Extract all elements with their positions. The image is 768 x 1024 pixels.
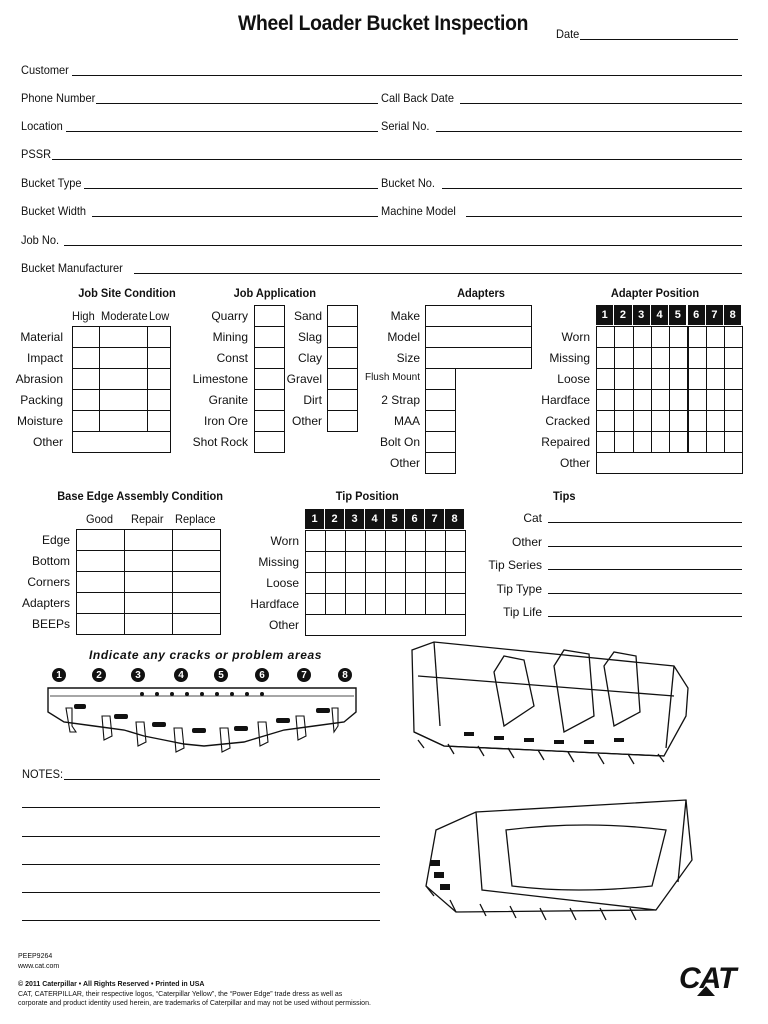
adapter-position-row-missing: Missing — [549, 351, 590, 365]
crack-area-number-5: 5 — [214, 668, 228, 682]
base-edge-col-repair: Repair — [131, 512, 164, 526]
base-edge-cell[interactable] — [124, 613, 173, 635]
base-edge-col-replace: Replace — [175, 512, 216, 526]
base-edge-cell[interactable] — [124, 571, 173, 593]
base-edge-cell[interactable] — [76, 571, 125, 593]
base-edge-cell[interactable] — [172, 571, 221, 593]
tip-position-cell[interactable] — [365, 572, 386, 594]
tip-position-row-other: Other — [268, 618, 299, 632]
adapter-position-cell[interactable] — [651, 410, 670, 432]
job-site-cell[interactable] — [147, 389, 171, 411]
adapter-bolt-on: Bolt On — [379, 435, 420, 449]
notes-line-1[interactable] — [64, 779, 380, 780]
adapter-position-cell[interactable] — [706, 410, 725, 432]
tips-input-tip-series[interactable] — [548, 569, 742, 570]
job-site-cell[interactable] — [99, 410, 148, 432]
job-app-slag: Slag — [297, 330, 322, 344]
tip-position-cell[interactable] — [425, 551, 446, 573]
tip-position-number-3: 3 — [345, 509, 365, 529]
adapter-position-row-worn: Worn — [561, 330, 590, 344]
adapter-model: Model — [387, 330, 420, 344]
adapter-position-cell[interactable] — [706, 389, 725, 411]
base-edge-row-adapters: Adapters — [21, 596, 70, 610]
field-input-bucket-width[interactable] — [92, 216, 378, 217]
adapter-position-cell[interactable] — [633, 431, 652, 453]
job-app-other: Other — [291, 414, 322, 428]
job-site-row-material: Material — [20, 330, 63, 344]
tip-position-cell[interactable] — [345, 551, 366, 573]
notes-label: NOTES: — [22, 767, 64, 781]
adapter-position-cell[interactable] — [688, 368, 707, 390]
adapter-position-cell[interactable] — [724, 431, 743, 453]
adapter-position-cell[interactable] — [706, 326, 725, 348]
tip-position-cell[interactable] — [425, 530, 446, 552]
adapter-position-cell[interactable] — [633, 389, 652, 411]
adapter-position-cell[interactable] — [706, 431, 725, 453]
job-site-row-moisture: Moisture — [16, 414, 63, 428]
cracks-header: Indicate any cracks or problem areas — [89, 648, 323, 662]
bucket-edge-diagram — [44, 682, 360, 762]
field-label-bucket-no: Bucket No. — [381, 176, 436, 190]
adapter-other: Other — [389, 456, 420, 470]
tip-position-other-input[interactable] — [305, 614, 466, 636]
adapter-position-cell[interactable] — [614, 389, 633, 411]
tips-input-tip-type[interactable] — [548, 593, 742, 594]
base-edge-cell[interactable] — [76, 550, 125, 572]
field-input-phone-number[interactable] — [96, 103, 378, 104]
job-site-cell[interactable] — [147, 347, 171, 369]
notes-line-5[interactable] — [22, 892, 380, 893]
job-site-cell[interactable] — [72, 410, 100, 432]
field-input-pssr[interactable] — [52, 159, 742, 160]
adapter-position-number-4: 4 — [651, 305, 669, 325]
base-edge-cell[interactable] — [172, 592, 221, 614]
tip-position-cell[interactable] — [305, 551, 326, 573]
adapter-position-cell[interactable] — [596, 410, 615, 432]
job-app-dirt: Dirt — [303, 393, 322, 407]
tip-position-cell[interactable] — [405, 572, 426, 594]
tip-position-header: Tip Position — [335, 489, 399, 503]
field-input-bucket-type[interactable] — [84, 188, 378, 189]
adapter-position-cell[interactable] — [724, 389, 743, 411]
tip-position-number-6: 6 — [405, 509, 425, 529]
tip-position-cell[interactable] — [405, 530, 426, 552]
tip-position-number-4: 4 — [365, 509, 385, 529]
tip-position-row-loose: Loose — [266, 576, 299, 590]
adapter-input-other[interactable] — [425, 452, 456, 474]
adapter-position-cell[interactable] — [669, 389, 688, 411]
tip-position-cell[interactable] — [305, 593, 326, 615]
job-app-sand: Sand — [293, 309, 322, 323]
tips-row-tip-life: Tip Life — [503, 605, 542, 619]
tip-position-row-missing: Missing — [258, 555, 299, 569]
base-edge-cell[interactable] — [76, 592, 125, 614]
adapter-position-cell[interactable] — [688, 389, 707, 411]
notes-line-3[interactable] — [22, 836, 380, 837]
adapter-position-cell[interactable] — [688, 347, 707, 369]
footer-legal-2: corporate and product identity used herein, are trademarks of Caterpillar and may not be used without permission. — [18, 1000, 371, 1007]
tips-row-tip-series: Tip Series — [488, 558, 542, 572]
job-app-granite: Granite — [208, 393, 248, 407]
tips-header: Tips — [552, 489, 576, 503]
adapter-position-cell[interactable] — [651, 389, 670, 411]
crack-area-number-4: 4 — [174, 668, 188, 682]
tip-position-cell[interactable] — [305, 572, 326, 594]
job-site-col-high: High — [72, 309, 95, 323]
job-site-cell[interactable] — [72, 347, 100, 369]
base-edge-header: Base Edge Assembly Condition — [57, 489, 224, 503]
notes-line-2[interactable] — [22, 807, 380, 808]
tips-row-cat: Cat — [523, 511, 542, 525]
adapter-flush-mount: Flush Mount — [364, 372, 420, 383]
adapter-position-cell[interactable] — [669, 431, 688, 453]
field-label-call-back-date: Call Back Date — [381, 91, 455, 105]
adapter-position-cell[interactable] — [614, 410, 633, 432]
adapter-position-cell[interactable] — [596, 389, 615, 411]
job-app-mining: Mining — [212, 330, 248, 344]
tip-position-cell[interactable] — [325, 572, 346, 594]
tip-position-cell[interactable] — [325, 530, 346, 552]
field-label-location: Location — [21, 119, 63, 133]
footer-legal-1: CAT, CATERPILLAR, their respective logos, “Caterpillar Yellow”, the “Power Edge” trade dress as well as — [18, 991, 343, 998]
base-edge-cell[interactable] — [172, 550, 221, 572]
adapter-position-cell[interactable] — [651, 326, 670, 348]
crack-area-number-7: 7 — [297, 668, 311, 682]
job-app-const: Const — [216, 351, 248, 365]
tip-position-cell[interactable] — [325, 593, 346, 615]
field-input-customer[interactable] — [72, 75, 742, 76]
base-edge-col-good: Good — [86, 512, 114, 526]
field-label-bucket-manufacturer: Bucket Manufacturer — [21, 261, 123, 275]
adapter-input-2-strap[interactable] — [425, 389, 456, 411]
job-site-header: Job Site Condition — [78, 286, 176, 300]
adapter-position-other-input[interactable] — [596, 452, 743, 474]
adapter-position-cell[interactable] — [669, 368, 688, 390]
adapter-position-number-7: 7 — [706, 305, 724, 325]
tip-position-cell[interactable] — [345, 572, 366, 594]
base-edge-row-beeps: BEEPs — [31, 617, 70, 631]
crack-area-number-3: 3 — [131, 668, 145, 682]
tip-position-cell[interactable] — [345, 593, 366, 615]
footer-code: PEEP9264 — [18, 953, 53, 960]
adapter-position-cell[interactable] — [651, 368, 670, 390]
adapter-maa: MAA — [393, 414, 420, 428]
adapter-input-maa[interactable] — [425, 410, 456, 432]
job-site-cell[interactable] — [72, 326, 100, 348]
crack-area-number-2: 2 — [92, 668, 106, 682]
base-edge-cell[interactable] — [124, 550, 173, 572]
field-input-bucket-no[interactable] — [442, 188, 742, 189]
job-site-cell[interactable] — [147, 326, 171, 348]
date-field[interactable] — [580, 39, 738, 40]
field-input-bucket-manufacturer[interactable] — [134, 273, 742, 274]
field-input-serial-no[interactable] — [436, 131, 742, 132]
adapter-input-size[interactable] — [425, 347, 532, 369]
job-site-row-packing: Packing — [20, 393, 63, 407]
job-site-row-impact: Impact — [26, 351, 63, 365]
adapter-position-number-8: 8 — [724, 305, 742, 325]
adapter-make: Make — [390, 309, 420, 323]
field-input-job-no[interactable] — [64, 245, 742, 246]
field-input-call-back-date[interactable] — [460, 103, 742, 104]
page-title: Wheel Loader Bucket Inspection — [238, 12, 529, 35]
adapter-position-number-5: 5 — [669, 305, 687, 325]
base-edge-cell[interactable] — [124, 529, 173, 551]
job-app-limestone: Limestone — [192, 372, 248, 386]
adapter-position-cell[interactable] — [706, 368, 725, 390]
job-site-row-abrasion: Abrasion — [15, 372, 63, 386]
adapter-position-cell[interactable] — [633, 326, 652, 348]
job-site-cell[interactable] — [99, 347, 148, 369]
job-app-gravel: Gravel — [286, 372, 322, 386]
tip-position-number-1: 1 — [305, 509, 325, 529]
adapter-position-cell[interactable] — [633, 410, 652, 432]
notes-line-6[interactable] — [22, 920, 380, 921]
adapter-position-cell[interactable] — [633, 368, 652, 390]
job-site-cell[interactable] — [99, 389, 148, 411]
field-input-location[interactable] — [66, 131, 378, 132]
job-site-row-other: Other — [32, 435, 63, 449]
tip-position-cell[interactable] — [305, 530, 326, 552]
crack-area-number-6: 6 — [255, 668, 269, 682]
adapter-position-cell[interactable] — [669, 326, 688, 348]
crack-area-number-1: 1 — [52, 668, 66, 682]
adapter-position-cell[interactable] — [596, 326, 615, 348]
adapter-position-cell[interactable] — [596, 368, 615, 390]
job-site-cell[interactable] — [72, 368, 100, 390]
field-label-customer: Customer — [21, 63, 69, 77]
adapters-header: Adapters — [457, 286, 505, 300]
adapter-position-cell[interactable] — [724, 347, 743, 369]
job-app-check-shot-rock[interactable] — [254, 431, 285, 453]
tip-position-cell[interactable] — [425, 572, 446, 594]
field-input-machine-model[interactable] — [466, 216, 742, 217]
adapter-position-cell[interactable] — [614, 368, 633, 390]
tips-input-other[interactable] — [548, 546, 742, 547]
tip-position-number-5: 5 — [385, 509, 405, 529]
field-label-bucket-width: Bucket Width — [21, 204, 87, 218]
tip-position-cell[interactable] — [385, 593, 406, 615]
tip-position-cell[interactable] — [365, 530, 386, 552]
cat-logo: CAT — [679, 962, 736, 995]
tips-input-cat[interactable] — [548, 522, 742, 523]
base-edge-cell[interactable] — [172, 529, 221, 551]
field-label-serial-no: Serial No. — [381, 119, 430, 133]
job-site-other-input[interactable] — [72, 431, 171, 453]
tip-position-cell[interactable] — [405, 551, 426, 573]
job-site-cell[interactable] — [99, 326, 148, 348]
adapter-position-number-3: 3 — [633, 305, 651, 325]
bucket-front-illustration — [404, 636, 694, 776]
job-application-header: Job Application — [233, 286, 316, 300]
tips-row-tip-type: Tip Type — [496, 581, 542, 596]
job-site-cell[interactable] — [72, 389, 100, 411]
field-label-bucket-type: Bucket Type — [21, 176, 82, 190]
adapter-position-cell[interactable] — [596, 347, 615, 369]
footer-copyright: © 2011 Caterpillar • All Rights Reserved • Printed in USA — [18, 981, 205, 988]
job-site-cell[interactable] — [99, 368, 148, 390]
job-app-iron-ore: Iron Ore — [203, 414, 248, 428]
adapter-position-cell[interactable] — [688, 326, 707, 348]
field-label-phone-number: Phone Number — [21, 91, 96, 105]
base-edge-cell[interactable] — [76, 529, 125, 551]
adapter-position-number-1: 1 — [596, 305, 614, 325]
adapter-position-cell[interactable] — [633, 347, 652, 369]
tip-position-cell[interactable] — [325, 551, 346, 573]
adapter-input-model[interactable] — [425, 326, 532, 348]
adapter-input-flush-mount[interactable] — [425, 368, 456, 390]
adapter-position-row-repaired: Repaired — [541, 435, 590, 449]
tip-position-cell[interactable] — [425, 593, 446, 615]
job-site-cell[interactable] — [147, 410, 171, 432]
field-label-machine-model: Machine Model — [381, 204, 456, 218]
adapter-position-cell[interactable] — [614, 431, 633, 453]
base-edge-cell[interactable] — [124, 592, 173, 614]
tip-position-row-hardface: Hardface — [250, 597, 299, 611]
adapter-position-cell[interactable] — [724, 410, 743, 432]
adapter-position-cell[interactable] — [688, 410, 707, 432]
adapter-position-cell[interactable] — [688, 431, 707, 453]
adapter-position-cell[interactable] — [669, 347, 688, 369]
tip-position-number-8: 8 — [445, 509, 465, 529]
footer-url: www.cat.com — [18, 963, 60, 970]
tip-position-cell[interactable] — [385, 551, 406, 573]
tip-position-row-worn: Worn — [270, 534, 299, 548]
adapter-position-number-2: 2 — [614, 305, 632, 325]
adapter-position-row-hardface: Hardface — [541, 393, 590, 407]
bucket-rear-illustration — [416, 790, 706, 930]
base-edge-cell[interactable] — [172, 613, 221, 635]
adapter-input-bolt-on[interactable] — [425, 431, 456, 453]
adapter-position-row-cracked: Cracked — [545, 414, 590, 428]
job-app-clay: Clay — [297, 351, 322, 365]
base-edge-row-corners: Corners — [27, 575, 70, 589]
base-edge-row-bottom: Bottom — [31, 554, 70, 568]
job-site-col-low: Low — [149, 309, 170, 323]
job-site-col-moderate: Moderate — [101, 309, 148, 323]
base-edge-row-edge: Edge — [41, 533, 70, 547]
job-app-quarry: Quarry — [211, 309, 248, 323]
adapter-position-cell[interactable] — [651, 431, 670, 453]
tip-position-number-7: 7 — [425, 509, 445, 529]
tips-row-other: Other — [511, 534, 542, 549]
tip-position-cell[interactable] — [385, 530, 406, 552]
field-label-pssr: PSSR — [21, 147, 52, 161]
field-label-job-no: Job No. — [21, 233, 60, 247]
adapter-position-row-other: Other — [559, 456, 590, 470]
adapter-position-number-6: 6 — [688, 305, 706, 325]
adapter-2-strap: 2 Strap — [381, 393, 420, 407]
base-edge-cell[interactable] — [76, 613, 125, 635]
adapter-position-header: Adapter Position — [610, 286, 700, 300]
adapter-position-row-loose: Loose — [557, 372, 590, 386]
tips-input-tip-life[interactable] — [548, 616, 742, 617]
job-app-shot-rock: Shot Rock — [192, 435, 248, 449]
tip-position-cell[interactable] — [385, 572, 406, 594]
tip-position-cell[interactable] — [405, 593, 426, 615]
adapter-size: Size — [396, 351, 420, 365]
crack-area-number-8: 8 — [338, 668, 352, 682]
cat-logo-triangle-icon — [697, 986, 715, 996]
adapter-position-cell[interactable] — [651, 347, 670, 369]
tip-position-number-2: 2 — [325, 509, 345, 529]
tip-position-cell[interactable] — [345, 530, 366, 552]
adapter-input-make[interactable] — [425, 305, 532, 327]
tip-position-cell[interactable] — [365, 551, 386, 573]
adapter-position-cell[interactable] — [724, 368, 743, 390]
adapter-position-cell[interactable] — [614, 347, 633, 369]
adapter-position-cell[interactable] — [614, 326, 633, 348]
tip-position-cell[interactable] — [365, 593, 386, 615]
adapter-position-cell[interactable] — [669, 410, 688, 432]
date-label: Date — [556, 27, 580, 41]
job-site-cell[interactable] — [147, 368, 171, 390]
adapter-position-cell[interactable] — [706, 347, 725, 369]
adapter-position-cell[interactable] — [724, 326, 743, 348]
adapter-position-cell[interactable] — [596, 431, 615, 453]
notes-line-4[interactable] — [22, 864, 380, 865]
